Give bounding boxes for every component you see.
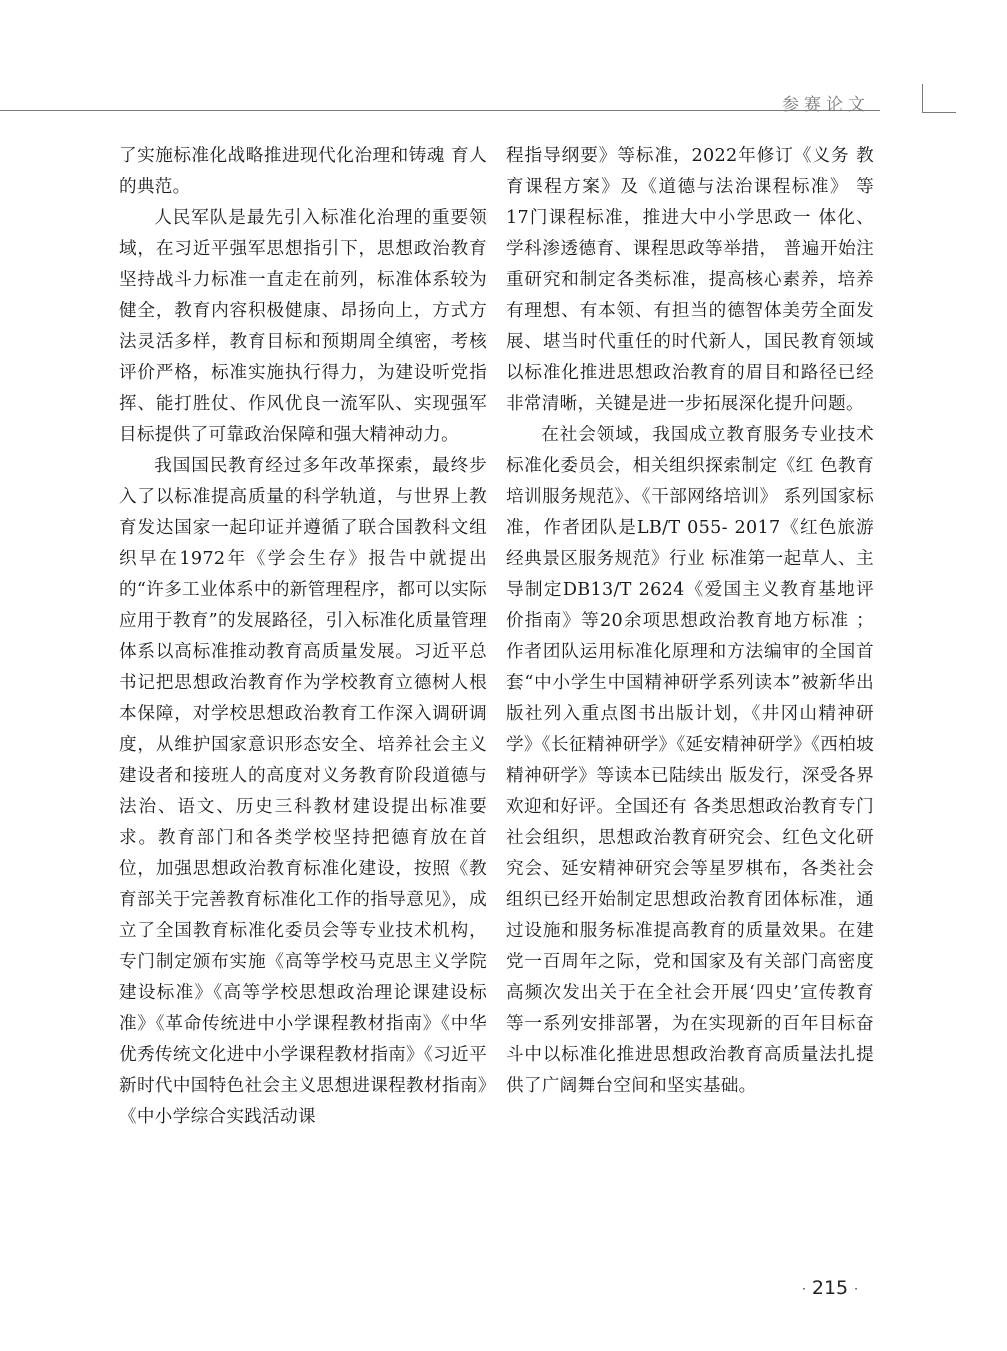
header-rule	[0, 110, 880, 111]
right-column	[506, 141, 874, 1102]
left-paragraph-1: 了实施标准化战略推进现代化治理和铸魂 育人的典范。	[119, 146, 487, 197]
page-number-value: 215	[811, 1277, 849, 1299]
page-number-dot-left: ·	[802, 1281, 806, 1296]
page-number-dot-right: ·	[854, 1281, 858, 1296]
left-paragraph-3: 我国国民教育经过多年改革探索，最终步入了以标准提高质量的科学轨道，与世界上教育发达国家一起印证并遵循了联合国教科文组织早在1972年《学会生存》报告中就提出的“许多工业体系中的新管理程序，都可以实际应用于教育”的发展路径，引入标准化质量管理体系以高标准推动教育高质量发展。习近平总书记把思想政治教育作为学校教育立德树人根本保障，对学校思想政治教育工作深入调研调度，从维护国家意识形态安全、培养社会主义建设者和接班人的高度对义务教育阶段道德与法治、语文、历史三科教材建设提出标准要求。教育部门和各类学校坚持把德育放在首位，加强思想政治教育标准化建设，按照《教育部关于完善教育标准化工作的指导意见》，成立了全国教育标准化委员会等专业技术机构，专门制定颁布实施《高等学校马克思主义学院建设标准》《高等学校思想政治理论课建设标准》《革命传统进中小学课程教材指南》《中华优秀传统文化进中小学课程教材指南》《习近平新时代中国特色社会主义思想进课程教材指南》《中小学综合实践活动课	[119, 456, 487, 1127]
page-number	[790, 1277, 870, 1299]
corner-mark-horizontal	[922, 112, 956, 113]
right-paragraph-2: 在社会领域，我国成立教育服务专业技术标准化委员会，相关组织探索制定《红 色教育培训服务规范》、《干部网络培训》 系列国家标准，作者团队是LB/T 055- 2017《红色旅游经典景区服务规范》行业 标准第一起草人、主导制定DB13/T 2624《爱国主义教育基地评价指南》等20余项思想政治教育地方标准 ；作者团队运用标准化原理和方法编审的全国首套“中小学生中国精神研学系列读本”被新华出版社列入重点图书出版计划，《井冈山精神研学》《长征精神研学》《延安精神研学》《西柏坡精神研学》等读本已陆续出 版发行，深受各界欢迎和好评。全国还有 各类思想政治教育专门社会组织，思想政治教育研究会、红色文化研究会、延安精神研究会等星罗棋布，各类社会组织已经开始制定思想政治教育团体标准，通过设施和服务标准提高教育的质量效果。在建党一百周年之际，党和国家及有关部门高密度高频次发出关于在全社会开展‘四史’宣传教育等一系列安排部署，为在实现新的百年目标奋斗中以标准化推进思想政治教育高质量法扎提供了广阔舞台空间和坚实基础。	[506, 425, 874, 1096]
left-paragraph-2: 人民军队是最先引入标准化治理的重要领域，在习近平强军思想指引下，思想政治教育坚持战斗力标准一直走在前列，标准体系较为健全，教育内容积极健康、昂扬向上，方式方法灵活多样，教育目标和预期周全缜密，考核评价严格，标准实施执行得力，为建设听党指挥、能打胜仗、作风优良一流军队、实现强军目标提供了可靠政治保障和强大精神动力。	[119, 208, 487, 445]
left-column	[119, 141, 487, 1133]
right-paragraph-1: 程指导纲要》等标准，2022年修订《义务 教育课程方案》及《道德与法治课程标准》 等17门课程标准，推进大中小学思政一 体化、学科渗透德育、课程思政等举措， 普遍开始注重研究和制定各类标准，提高核心素养，培养有理想、有本领、有担当的德智体美劳全面发展、堪当时代重任的时代新人，国民教育领域以标准化推进思想政治教育的眉目和路径已经非常清晰，关键是进一步拓展深化提升问题。	[506, 146, 874, 414]
section-label: 参赛论文	[782, 95, 870, 115]
corner-mark-vertical	[922, 84, 923, 112]
